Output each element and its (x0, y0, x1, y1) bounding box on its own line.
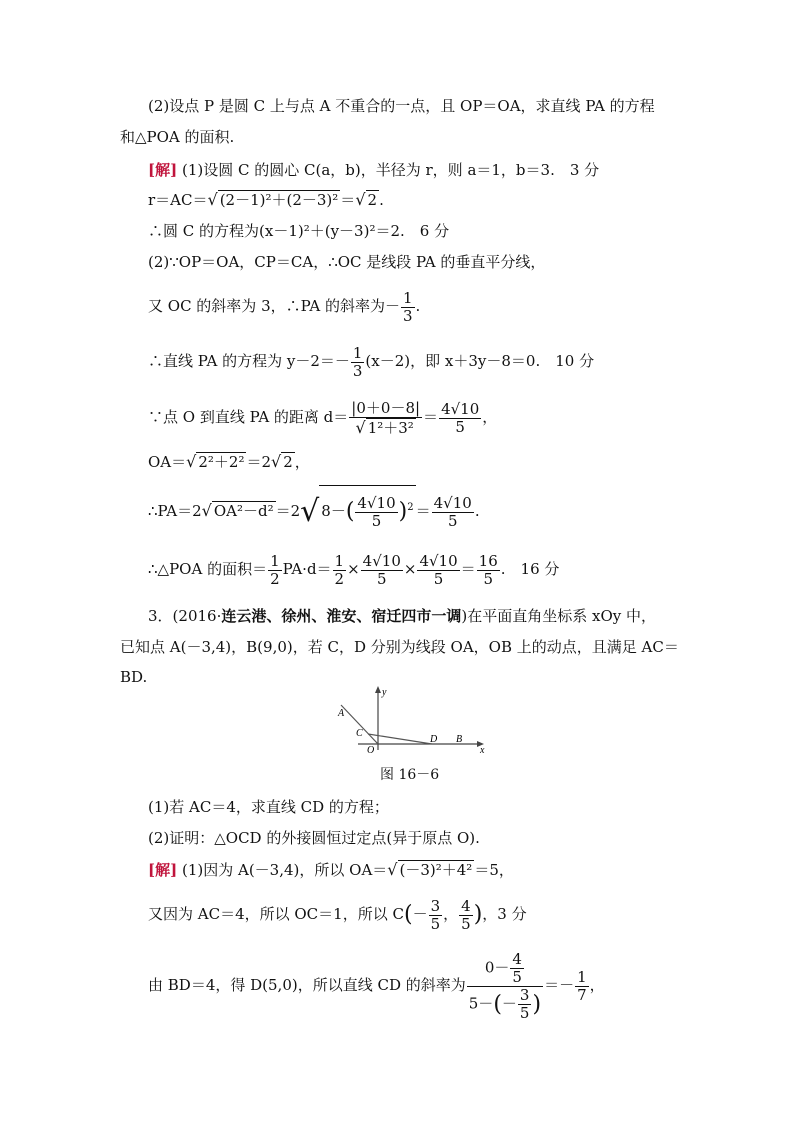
label-o: O (367, 745, 375, 754)
problem-part2-line1: (2)设点 P 是圆 C 上与点 A 不重合的一点，且 OP＝OA，求直线 PA 的方程 (148, 97, 655, 115)
label-a: A (338, 708, 345, 719)
solution1-line10: ∴△POA 的面积＝ $\frac{1}{2}$ PA·d＝ $\frac{1}{2}$ × $\frac{4√10}{5}$ × $\frac{4√10}{5}$ ＝ $\frac{16}{5}$ . 16 分 (148, 551, 560, 588)
problem3-line2: 已知点 A(－3,4)，B(9,0)，若 C，D 分别为线段 OA，OB 上的动点，且满足 AC＝ (120, 638, 679, 656)
y-arrow (375, 686, 381, 693)
figure-16-6 (330, 684, 490, 754)
solution1-line5: 又 OC 的斜率为 3，∴PA 的斜率为－ $\frac{1}{3}$ . (148, 288, 421, 325)
problem-part2-line2: 和△POA 的面积. (120, 128, 235, 146)
label-d: D (430, 734, 438, 745)
label-c: C (356, 728, 363, 739)
solution3-line1: [解] (1)因为 A(－3,4)，所以 OA＝√ (－3)²＋4² ＝5， (148, 860, 514, 879)
problem3-line3: BD. (120, 668, 148, 686)
problem3-q1: (1)若 AC＝4，求直线 CD 的方程； (148, 798, 389, 816)
solution1-line8: OA＝√ 2²＋2² ＝2√ 2 ， (148, 452, 310, 471)
label-b: B (456, 734, 463, 745)
figure-caption: 图 16－6 (380, 767, 440, 783)
solution3-line2: 又因为 AC＝4，所以 OC＝1，所以 C(－ $\frac{3}{5}$ ， $\frac{4}{5}$ )，3 分 (148, 896, 527, 933)
solution-tag: [解] (148, 861, 178, 879)
solution1-line9: ∴PA＝2√ OA²－d² ＝2√ 8－( $\frac{4√10}{5}$ )$^2$ ＝ $\frac{4√10}{5}$ . (148, 485, 480, 535)
solution3-line3: 由 BD＝4，得 D(5,0)，所以直线 CD 的斜率为 0－ $\frac{4}{5}$ 5－(－ $\frac{3}{5}$ ) ＝－ $\frac{1}{7}$ ， (148, 949, 605, 1022)
solution1-line6: ∴直线 PA 的方程为 y－2＝－ $\frac{1}{3}$ (x－2)，即 x＋3y－8＝0. 10 分 (148, 343, 595, 380)
solution1-line3: ∴圆 C 的方程为(x－1)²＋(y－3)²＝2. 6 分 (148, 222, 450, 240)
problem3-q2: (2)证明：△OCD 的外接圆恒过定点(异于原点 O). (148, 829, 480, 847)
solution-tag: [解] (148, 161, 178, 179)
solution1-line2: r＝AC＝√ (2－1)²＋(2－3)² ＝√ 2 . (148, 190, 384, 209)
problem3-line1: 3．(2016·连云港、徐州、淮安、宿迁四市一调)在平面直角坐标系 xOy 中， (148, 607, 656, 625)
solution1-line4: (2)∵OP＝OA，CP＝CA，∴OC 是线段 PA 的垂直平分线， (148, 253, 546, 271)
solution1-line7: ∵点 O 到直线 PA 的距离 d＝ $\frac{|0+0-8|}{\text{√ 1²＋3²}}$ ＝ $\frac{4√10}{5}$ ， (148, 398, 498, 437)
label-x: x (480, 745, 485, 754)
solution1-line1: [解] (1)设圆 C 的圆心 C(a，b)，半径为 r，则 a＝1，b＝3. 3 分 (148, 161, 600, 179)
label-y: y (382, 687, 387, 698)
